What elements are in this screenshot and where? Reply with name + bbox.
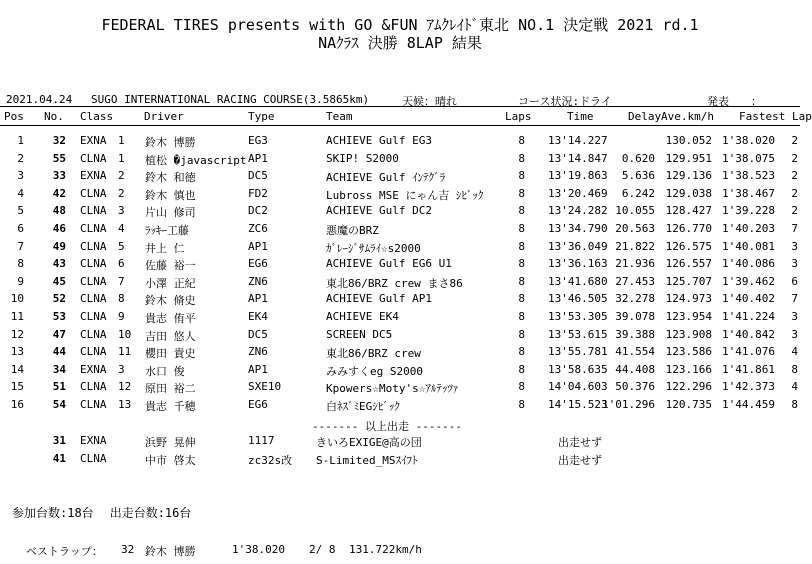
- cell-driver: 鈴木 和徳: [145, 171, 196, 185]
- cell-type: AP1: [248, 292, 268, 306]
- cell-fastest-lap-no: 3: [791, 310, 798, 323]
- cell-driver: ﾗｯｷｰ工藤: [145, 224, 189, 237]
- cell-type: AP1: [248, 151, 268, 165]
- cell-class-pos: 13: [118, 398, 132, 411]
- best-lap-speed: 131.722km/h: [349, 543, 422, 556]
- table-row: [0, 292, 800, 308]
- cell-team: Lubross MSE にゃん吉 ｼﾋﾞｯｸ: [326, 188, 484, 202]
- cell-pos: 15: [10, 380, 24, 394]
- cell-delay: 39.078: [615, 310, 655, 323]
- cell-driver: 小澤 正紀: [145, 276, 196, 290]
- cell-delay: 1'01.296: [602, 398, 655, 411]
- col-header-driver: Driver: [144, 110, 184, 123]
- cell-time: 13'14.227: [548, 134, 608, 147]
- cell-laps: 8: [518, 327, 525, 341]
- table-row: [0, 169, 800, 185]
- cell-delay: 21.936: [615, 257, 655, 271]
- cell-class: CLNA: [80, 274, 107, 288]
- cell-class: CLNA: [80, 292, 107, 306]
- cell-no: 52: [52, 292, 66, 306]
- cell-ave: 125.707: [665, 274, 712, 288]
- cell-type: SXE10: [248, 380, 282, 394]
- cell-driver: 鈴木 博勝: [145, 136, 196, 149]
- cell-time: 13'53.615: [548, 327, 608, 341]
- cell-team: ACHIEVE Gulf ｲﾝﾃｸﾞﾗ: [326, 171, 446, 185]
- cell-fastest-lap-no: 7: [791, 292, 798, 306]
- cell-ave: 126.770: [665, 222, 712, 235]
- cell-fastest: 1'41.076: [722, 345, 775, 359]
- cell-class-pos: 11: [118, 345, 132, 359]
- cell-delay: 39.388: [615, 327, 655, 341]
- table-row: [0, 310, 800, 326]
- cell-class-pos: 3: [118, 204, 125, 218]
- cell-ave: 129.038: [665, 186, 712, 200]
- cell-class-pos: 7: [118, 274, 125, 288]
- course-name: SUGO INTERNATIONAL RACING COURSE(3.5865km): [91, 93, 370, 106]
- cell-team: SCREEN DC5: [326, 327, 393, 341]
- cell-pos: 1: [17, 134, 24, 147]
- cell-driver: 鈴木 脩史: [145, 294, 196, 308]
- col-header-class: Class: [80, 110, 114, 123]
- results-title: FEDERAL TIRES presents with GO &FUN ｱﾑｸﾚｲﾄﾞ東北 NO.1 決定戦 2021 rd.1: [101, 16, 699, 34]
- cell-driver: 吉田 悠人: [145, 329, 196, 343]
- cell-type: EG3: [248, 134, 268, 147]
- cell-delay: 20.563: [615, 222, 655, 235]
- starters-separator: ------- 以上出走 -------: [312, 420, 462, 433]
- cell-ave: 120.735: [665, 398, 712, 411]
- cell-laps: 8: [518, 169, 525, 183]
- cell-delay: 44.408: [615, 362, 655, 376]
- cell-pos: 3: [17, 169, 24, 183]
- col-header-time: Time: [567, 110, 594, 123]
- cell-team: 東北86/BRZ crew: [326, 347, 421, 361]
- table-row: [0, 222, 800, 238]
- cell-ave: 130.052: [665, 134, 712, 147]
- cell-class-pos: 9: [118, 310, 125, 323]
- cell-ave: 123.954: [665, 310, 712, 323]
- table-row: [0, 398, 800, 414]
- cell-type: DC5: [248, 327, 268, 341]
- cell-delay: 6.242: [621, 186, 655, 200]
- cell-class: CLNA: [80, 380, 107, 394]
- cell-ave: 126.575: [665, 239, 712, 253]
- cell-ave: 129.136: [665, 169, 712, 183]
- cell-fastest-lap-no: 2: [791, 204, 798, 218]
- cell-fastest: 1'42.373: [722, 380, 775, 394]
- cell-class: EXNA: [80, 434, 107, 447]
- cell-class: EXNA: [80, 134, 107, 147]
- col-header-laps: Laps: [505, 110, 532, 123]
- cell-fastest: 1'38.523: [722, 169, 775, 183]
- cell-no: 33: [52, 169, 66, 183]
- cell-class-pos: 1: [118, 134, 125, 147]
- cell-no: 45: [52, 274, 66, 288]
- cell-type: AP1: [248, 362, 268, 376]
- cell-class-pos: 8: [118, 292, 125, 306]
- cell-no: 53: [52, 310, 66, 323]
- cell-driver: 鈴木 慎也: [145, 188, 196, 202]
- col-header-ave: Ave.km/h: [661, 110, 714, 123]
- cell-pos: 14: [10, 362, 24, 376]
- cell-type: ZC6: [248, 222, 268, 235]
- table-row: [0, 275, 800, 291]
- cell-no: 44: [52, 345, 66, 359]
- cell-time: 13'24.282: [548, 204, 608, 218]
- cell-delay: 10.055: [615, 204, 655, 218]
- cell-no: 43: [52, 257, 66, 271]
- cell-no: 49: [52, 239, 66, 253]
- cell-fastest-lap-no: 7: [791, 222, 798, 235]
- cell-fastest-lap-no: 2: [791, 151, 798, 165]
- cell-laps: 8: [518, 310, 525, 323]
- cell-type: EG6: [248, 398, 268, 411]
- cell-pos: 2: [17, 151, 24, 165]
- cell-no: 48: [52, 204, 66, 218]
- best-lap-time: 1'38.020: [232, 543, 285, 556]
- cell-pos: 11: [10, 310, 24, 323]
- cell-time: 13'36.049: [548, 239, 608, 253]
- cell-driver: 中市 啓太: [145, 453, 196, 467]
- cell-driver: 櫻田 貴史: [145, 347, 196, 361]
- cell-fastest-lap-no: 8: [791, 362, 798, 376]
- cell-ave: 123.586: [665, 345, 712, 359]
- cell-fastest-lap-no: 6: [791, 274, 798, 288]
- cell-time: 13'53.305: [548, 310, 608, 323]
- cell-fastest-lap-no: 2: [791, 186, 798, 200]
- cell-fastest-lap-no: 3: [791, 327, 798, 341]
- col-header-no: No.: [44, 110, 64, 123]
- cell-pos: 13: [10, 345, 24, 359]
- table-row: [0, 240, 800, 256]
- cell-fastest: 1'38.075: [722, 151, 775, 165]
- cell-fastest: 1'41.861: [722, 362, 775, 376]
- cell-pos: 6: [17, 222, 24, 235]
- cell-fastest: 1'40.203: [722, 222, 775, 235]
- cell-fastest: 1'39.462: [722, 274, 775, 288]
- cell-delay: 41.554: [615, 345, 655, 359]
- cell-laps: 8: [518, 257, 525, 271]
- cell-time: 14'04.603: [548, 380, 608, 394]
- cell-ave: 123.908: [665, 327, 712, 341]
- cell-no: 46: [52, 222, 66, 235]
- cell-class-pos: 2: [118, 186, 125, 200]
- cell-fastest-lap-no: 4: [791, 380, 798, 394]
- cell-ave: 123.166: [665, 362, 712, 376]
- cell-time: 13'14.847: [548, 151, 608, 165]
- cell-time: 13'55.781: [548, 345, 608, 359]
- cell-laps: 8: [518, 222, 525, 235]
- results-subtitle: NAｸﾗｽ 決勝 8LAP 結果: [318, 34, 482, 52]
- cell-team: Kpowers☆Moty's☆ｱﾙﾃｯﾂｧ: [326, 382, 459, 396]
- cell-team: SKIP! S2000: [326, 151, 399, 165]
- table-row: [0, 257, 800, 273]
- cell-no: 42: [52, 186, 66, 200]
- cell-fastest: 1'40.842: [722, 327, 775, 341]
- cell-fastest-lap-no: 8: [791, 398, 798, 411]
- cell-no: 34: [52, 362, 66, 376]
- cell-ave: 122.296: [665, 380, 712, 394]
- cell-fastest-lap-no: 3: [791, 239, 798, 253]
- table-row: [0, 380, 800, 396]
- col-header-fastest: Fastest Lap: [739, 110, 812, 123]
- cell-time: 13'20.469: [548, 186, 608, 200]
- best-lap-no: 32: [121, 543, 135, 556]
- cell-no: 51: [52, 380, 66, 394]
- cell-team: ACHIEVE Gulf EG6 U1: [326, 257, 452, 271]
- cell-team: 白ﾈｽﾞﾐEGｼﾋﾞｯｸ: [326, 400, 400, 413]
- cell-class: CLNA: [80, 327, 107, 341]
- cell-class: CLNA: [80, 257, 107, 271]
- cell-time: 13'19.863: [548, 169, 608, 183]
- cell-team: ｶﾞﾚｰｼﾞｻﾑﾗｲ☆s2000: [326, 241, 421, 255]
- cell-no: 55: [52, 151, 66, 165]
- course-condition: コース状況:ドライ: [518, 95, 612, 108]
- cell-pos: 4: [17, 186, 24, 200]
- cell-class: CLNA: [80, 239, 107, 253]
- cell-class-pos: 4: [118, 222, 125, 235]
- cell-class-pos: 5: [118, 239, 125, 253]
- cell-time: 13'34.790: [548, 222, 608, 235]
- cell-ave: 128.427: [665, 204, 712, 218]
- event-date: 2021.04.24: [6, 93, 73, 106]
- cell-ave: 126.557: [665, 257, 712, 271]
- col-header-delay: Delay: [628, 110, 662, 123]
- cell-pos: 7: [17, 239, 24, 253]
- cell-team: ACHIEVE Gulf DC2: [326, 204, 432, 218]
- cell-class: CLNA: [80, 398, 107, 411]
- summary-line: [12, 504, 191, 521]
- cell-fastest: 1'38.020: [722, 134, 775, 147]
- cell-laps: 8: [518, 186, 525, 200]
- non-starter-row: [0, 452, 800, 468]
- cell-team: ACHIEVE Gulf AP1: [326, 292, 432, 306]
- cell-team: S-Limited_MSｽｲﾌﾄ: [316, 453, 418, 467]
- cell-fastest-lap-no: 3: [791, 257, 798, 271]
- cell-type: AP1: [248, 239, 268, 253]
- cell-team: 悪魔のBRZ: [326, 224, 379, 237]
- col-header-type: Type: [248, 110, 275, 123]
- non-starter-row: [0, 434, 800, 450]
- cell-no: 47: [52, 327, 66, 341]
- cell-laps: 8: [518, 292, 525, 306]
- cell-pos: 5: [17, 204, 24, 218]
- cell-fastest: 1'40.402: [722, 292, 775, 306]
- cell-delay: 21.822: [615, 239, 655, 253]
- cell-no: 41: [52, 451, 66, 465]
- cell-delay: 0.620: [621, 151, 655, 165]
- cell-pos: 10: [10, 292, 24, 306]
- table-row: [0, 134, 800, 150]
- cell-class: CLNA: [80, 204, 107, 218]
- cell-team: きいろEXIGE@高の団: [316, 436, 422, 449]
- cell-laps: 8: [518, 151, 525, 165]
- cell-ave: 129.951: [665, 151, 712, 165]
- cell-class-pos: 3: [118, 362, 125, 376]
- cell-class: CLNA: [80, 345, 107, 359]
- table-row: [0, 187, 800, 203]
- cell-fastest: 1'44.459: [722, 398, 775, 411]
- cell-type: FD2: [248, 186, 268, 200]
- cell-team: 東北86/BRZ crew まさ86: [326, 276, 463, 290]
- cell-pos: 12: [10, 327, 24, 341]
- cell-no: 31: [52, 434, 66, 447]
- cell-type: DC2: [248, 204, 268, 218]
- table-row: [0, 363, 800, 379]
- cell-class-pos: 12: [118, 380, 132, 394]
- cell-laps: 8: [518, 345, 525, 359]
- header-bottom-rule: [0, 125, 800, 126]
- cell-class-pos: 6: [118, 257, 125, 271]
- announcement-time: 発表 ：: [707, 95, 762, 108]
- cell-status: 出走せず: [558, 453, 602, 467]
- cell-fastest: 1'40.086: [722, 257, 775, 271]
- cell-delay: 50.376: [615, 380, 655, 394]
- cell-class: CLNA: [80, 451, 107, 465]
- cell-class: CLNA: [80, 151, 107, 165]
- table-row: [0, 204, 800, 220]
- cell-class-pos: 1: [118, 151, 125, 165]
- cell-type: ZN6: [248, 274, 268, 288]
- cell-class: CLNA: [80, 222, 107, 235]
- cell-driver: 貴志 千穂: [145, 400, 196, 413]
- cell-time: 13'36.163: [548, 257, 608, 271]
- cell-class: EXNA: [80, 169, 107, 183]
- cell-team: ACHIEVE EK4: [326, 310, 399, 323]
- col-header-pos: Pos: [4, 110, 24, 123]
- entries-count: 参加台数:18台: [12, 506, 94, 520]
- cell-class: EXNA: [80, 362, 107, 376]
- table-row: [0, 345, 800, 361]
- col-header-team: Team: [326, 110, 353, 123]
- cell-driver: 片山 修司: [145, 206, 196, 220]
- cell-time: 13'46.505: [548, 292, 608, 306]
- cell-type: ZN6: [248, 345, 268, 359]
- cell-driver: 植松 �javascript: [145, 153, 247, 167]
- starters-count: 出走台数:16台: [109, 506, 192, 520]
- cell-delay: 27.453: [615, 274, 655, 288]
- cell-laps: 8: [518, 380, 525, 394]
- cell-class-pos: 2: [118, 169, 125, 183]
- cell-laps: 8: [518, 239, 525, 253]
- table-row: [0, 152, 800, 168]
- cell-driver: 貴志 侑平: [145, 312, 196, 325]
- cell-driver: 原田 裕二: [145, 382, 196, 396]
- cell-team: ACHIEVE Gulf EG3: [326, 134, 432, 147]
- cell-class-pos: 10: [118, 327, 132, 341]
- cell-fastest: 1'39.228: [722, 204, 775, 218]
- cell-laps: 8: [518, 134, 525, 147]
- cell-pos: 9: [17, 274, 24, 288]
- cell-driver: 浜野 晃伸: [145, 436, 196, 449]
- cell-type: zc32s改: [248, 453, 293, 467]
- cell-driver: 佐藤 裕一: [145, 259, 196, 273]
- cell-fastest: 1'38.467: [722, 186, 775, 200]
- cell-laps: 8: [518, 398, 525, 411]
- cell-ave: 124.973: [665, 292, 712, 306]
- best-lap-label: ベストラップ：: [26, 545, 103, 558]
- cell-pos: 8: [17, 257, 24, 271]
- weather: 天候：晴れ: [402, 95, 457, 108]
- table-row: [0, 328, 800, 344]
- cell-fastest-lap-no: 2: [791, 134, 798, 147]
- cell-driver: 水口 俊: [145, 364, 185, 378]
- cell-type: 1117: [248, 434, 275, 447]
- cell-driver: 井上 仁: [145, 241, 185, 255]
- cell-fastest: 1'41.224: [722, 310, 775, 323]
- best-lap-driver: 鈴木 博勝: [145, 545, 196, 558]
- cell-fastest: 1'40.081: [722, 239, 775, 253]
- cell-laps: 8: [518, 362, 525, 376]
- cell-type: EK4: [248, 310, 268, 323]
- cell-class: CLNA: [80, 310, 107, 323]
- cell-no: 54: [52, 398, 66, 411]
- cell-time: 13'41.680: [548, 274, 608, 288]
- best-lap-lap: 2/ 8: [309, 543, 336, 556]
- cell-status: 出走せず: [558, 436, 602, 449]
- cell-class: CLNA: [80, 186, 107, 200]
- cell-no: 32: [52, 134, 66, 147]
- cell-pos: 16: [10, 398, 24, 411]
- header-top-rule: [0, 106, 800, 107]
- cell-laps: 8: [518, 274, 525, 288]
- cell-delay: 5.636: [621, 169, 655, 183]
- cell-fastest-lap-no: 4: [791, 345, 798, 359]
- cell-type: EG6: [248, 257, 268, 271]
- cell-time: 14'15.523: [548, 398, 608, 411]
- cell-delay: 32.278: [615, 292, 655, 306]
- cell-fastest-lap-no: 2: [791, 169, 798, 183]
- cell-team: みみすくeg S2000: [326, 364, 423, 378]
- cell-time: 13'58.635: [548, 362, 608, 376]
- cell-type: DC5: [248, 169, 268, 183]
- cell-laps: 8: [518, 204, 525, 218]
